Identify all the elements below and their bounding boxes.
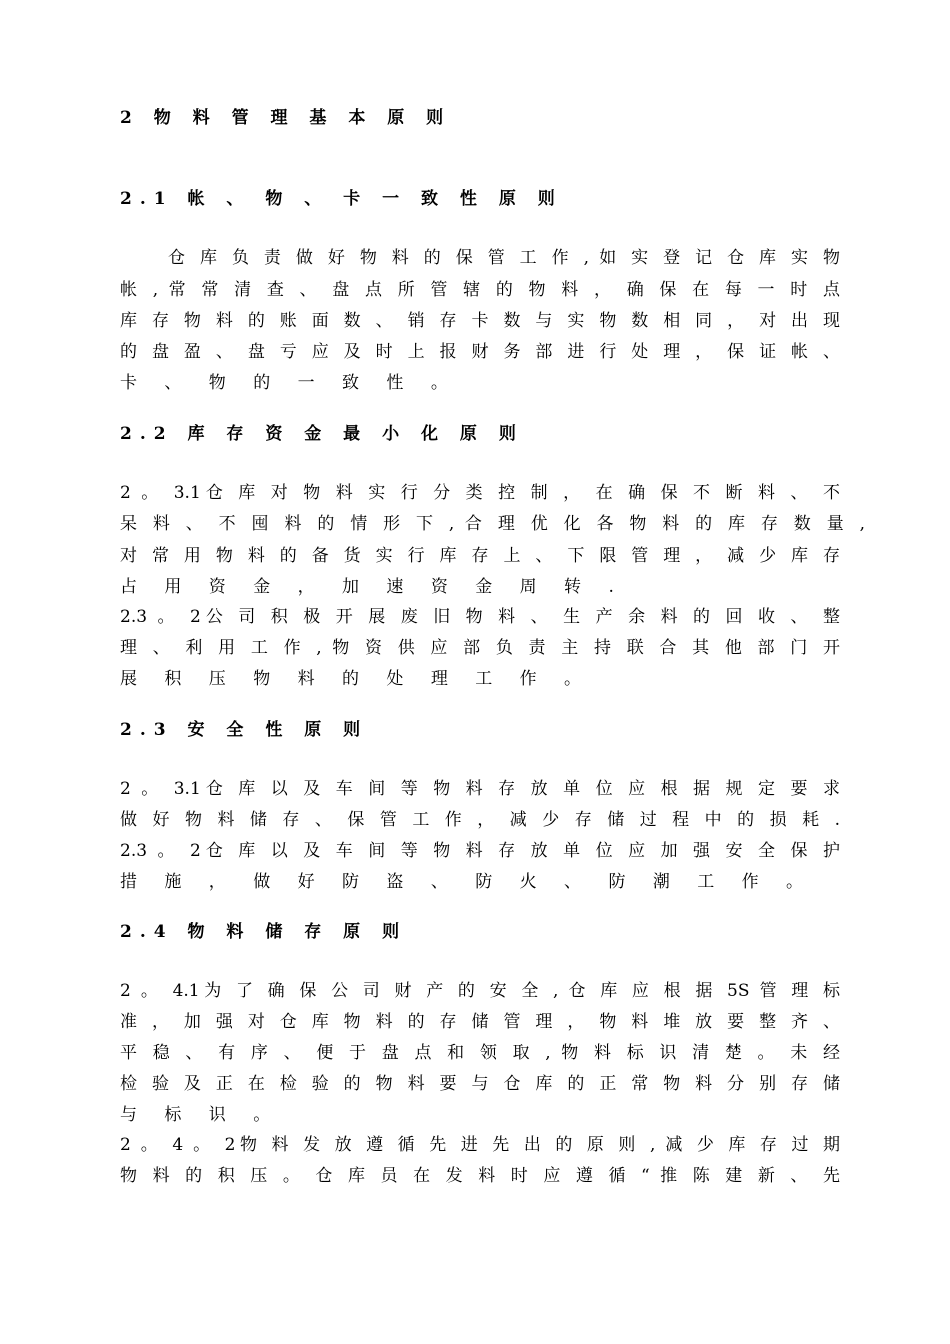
section-heading-2: 2 物 料 管 理 基 本 原 则 xyxy=(120,108,452,128)
paragraph-line: 呆 料 、 不 囤 料 的 情 形 下 , 合 理 优 化 各 物 料 的 库 存 数 量 , xyxy=(120,514,865,534)
section-heading-2-3: 2.3 安 全 性 原 则 xyxy=(120,720,369,740)
paragraph-line: 占 用 资 金 ， 加 速 资 金 周 转 . xyxy=(120,577,625,597)
paragraph-line: 2.3 。 2公 司 积 极 开 展 废 旧 物 料 、 生 产 余 料 的 回 收 、 整 xyxy=(120,607,840,627)
paragraph-line: 2 。 4 。 2物 料 发 放 遵 循 先 进 先 出 的 原 则 , 减 少 库 存 过 期 xyxy=(120,1135,840,1155)
section-heading-2-4: 2.4 物 料 储 存 原 则 xyxy=(120,922,408,942)
paragraph-line: 对 常 用 物 料 的 备 货 实 行 库 存 上 、 下 限 管 理 ， 减 少 库 存 xyxy=(120,546,840,566)
paragraph-line: 与 标 识 。 xyxy=(120,1105,282,1125)
paragraph-line: 展 积 压 物 料 的 处 理 工 作 。 xyxy=(120,669,593,689)
paragraph-line: 理 、 利 用 工 作 , 物 资 供 应 部 负 责 主 持 联 合 其 他 部 门 开 xyxy=(120,638,840,658)
paragraph-line: 卡 、 物 的 一 致 性 。 xyxy=(120,373,459,393)
section-heading-2-2: 2.2 库 存 资 金 最 小 化 原 则 xyxy=(120,424,524,444)
section-heading-2-1: 2.1 帐 、 物 、 卡 一 致 性 原 则 xyxy=(120,189,563,209)
paragraph-line: 检 验 及 正 在 检 验 的 物 料 要 与 仓 库 的 正 常 物 料 分 别 存 储 xyxy=(120,1074,840,1094)
paragraph-line: 2.3 。 2仓 库 以 及 车 间 等 物 料 存 放 单 位 应 加 强 安 全 保 护 xyxy=(120,841,840,861)
paragraph-line: 物 料 的 积 压 。 仓 库 员 在 发 料 时 应 遵 循 “ 推 陈 建 新 、 先 xyxy=(120,1166,840,1186)
paragraph-line: 准 ， 加 强 对 仓 库 物 料 的 存 储 管 理 ， 物 料 堆 放 要 整 齐 、 xyxy=(120,1012,840,1032)
paragraph-line: 措 施 ， 做 好 防 盗 、 防 火 、 防 潮 工 作 。 xyxy=(120,872,815,892)
paragraph-line: 的 盘 盈 、 盘 亏 应 及 时 上 报 财 务 部 进 行 处 理 ， 保 证 帐 、 xyxy=(120,342,840,362)
paragraph-line: 库 存 物 料 的 账 面 数 、 销 存 卡 数 与 实 物 数 相 同 ， 对 出 现 xyxy=(120,311,840,331)
paragraph-line: 2 。 3.1仓 库 以 及 车 间 等 物 料 存 放 单 位 应 根 据 规 定 要 求 xyxy=(120,779,840,799)
paragraph-line: 做 好 物 料 储 存 、 保 管 工 作 ， 减 少 存 储 过 程 中 的 损 耗 . xyxy=(120,810,840,830)
paragraph-line: 平 稳 、 有 序 、 便 于 盘 点 和 领 取 , 物 料 标 识 清 楚 。 未 经 xyxy=(120,1043,840,1063)
paragraph-line: 2 。 4.1为 了 确 保 公 司 财 产 的 安 全 , 仓 库 应 根 据 5S 管 理 标 xyxy=(120,981,840,1001)
paragraph-line: 仓 库 负 责 做 好 物 料 的 保 管 工 作 , 如 实 登 记 仓 库 实 物 xyxy=(168,248,840,268)
paragraph-line: 2 。 3.1仓 库 对 物 料 实 行 分 类 控 制 ， 在 确 保 不 断 料 、 不 xyxy=(120,483,840,503)
paragraph-line: 帐 , 常 常 清 查 、 盘 点 所 管 辖 的 物 料 ， 确 保 在 每 一 时 点 xyxy=(120,280,840,300)
